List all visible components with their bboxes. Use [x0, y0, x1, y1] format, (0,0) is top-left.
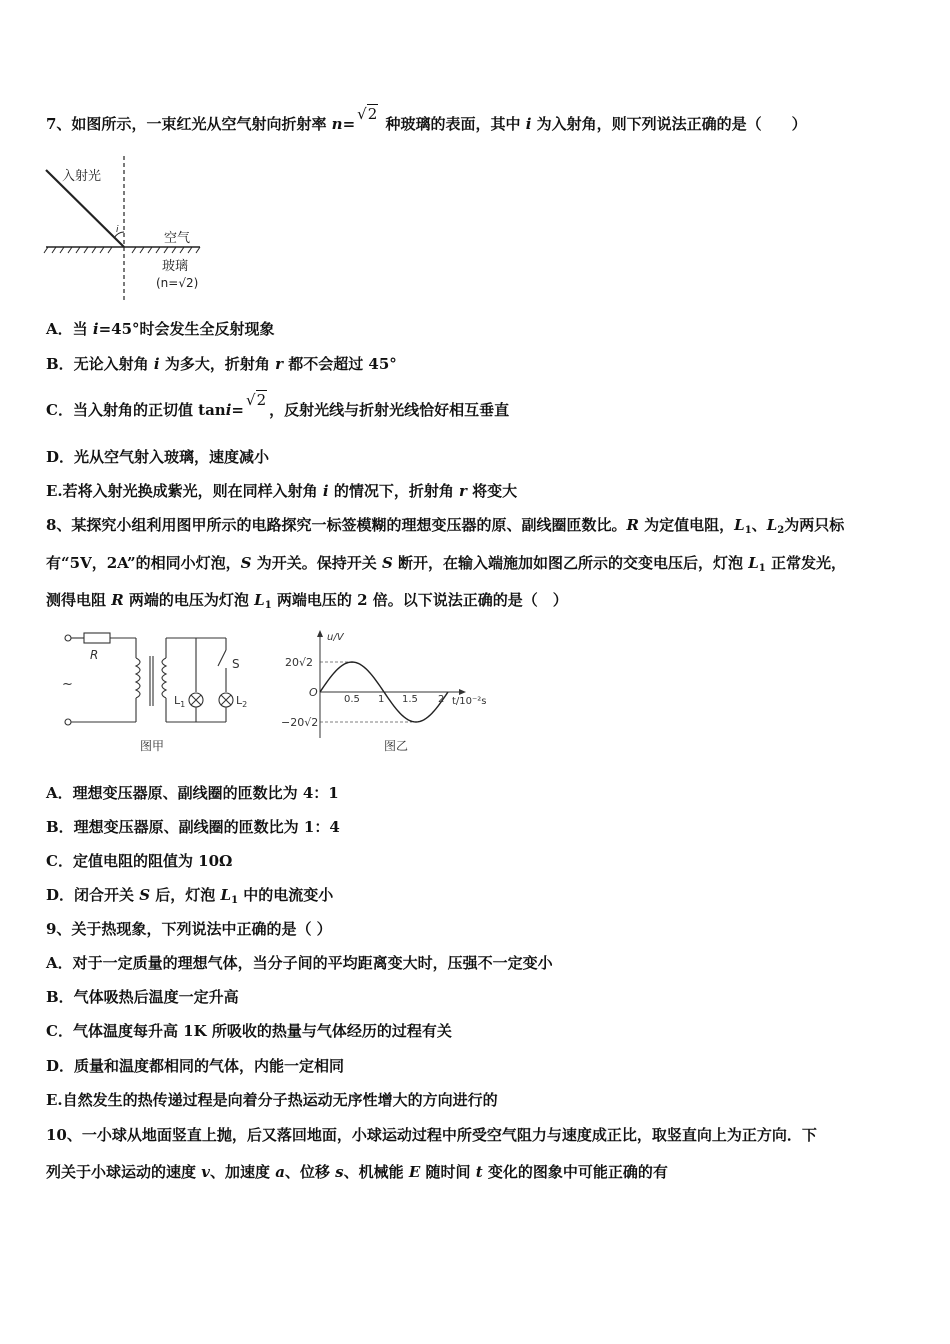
text: 测得电阻	[46, 591, 112, 609]
q7-stem-n: n	[331, 115, 343, 133]
italic-L: L	[254, 591, 265, 609]
subscript: 2	[777, 525, 785, 536]
sqrt-sign: √	[357, 105, 367, 123]
n-label: (n=√2)	[156, 276, 199, 290]
L2-sub: 2	[242, 700, 248, 709]
text: 8、某探究小组利用图甲所示的电路探究一标签模糊的理想变压器的原、副线圈匝数比。	[46, 516, 627, 534]
caption-yi: 图乙	[384, 739, 409, 753]
resistor-R	[84, 633, 110, 643]
switch-S	[218, 650, 226, 666]
q7-stem-i: i	[525, 115, 532, 133]
italic-S: S	[240, 554, 252, 572]
italic-S: S	[381, 554, 393, 572]
q7-stem-text-c: 为入射角，则下列说法正确的是（ ）	[531, 115, 807, 133]
italic-i: i	[322, 482, 329, 500]
x-tick-1: 1	[378, 694, 385, 705]
italic-i: i	[153, 355, 160, 373]
q7-sqrt-num: 2	[367, 105, 378, 123]
ac-source-label: ~	[62, 677, 73, 692]
q8-stem-line3	[46, 590, 568, 616]
q8-option-a: A．理想变压器原、副线圈的匝数比为 4：1	[46, 784, 339, 802]
input-terminal-bottom	[65, 719, 71, 725]
y-axis-arrow	[317, 630, 323, 637]
text: 有“5V，2A”的相同小灯泡，	[46, 554, 241, 572]
italic-i: i	[92, 320, 99, 338]
hatch-marks	[44, 247, 200, 253]
text: 随时间	[420, 1163, 476, 1181]
italic-S: S	[139, 886, 151, 904]
text: E.若将入射光换成紫光，则在同样入射角	[46, 482, 323, 500]
q9-stem: 9、关于热现象，下列说法中正确的是（ ）	[46, 920, 332, 938]
italic-a: a	[275, 1163, 285, 1181]
L2-label	[236, 694, 247, 709]
italic-r: r	[459, 482, 467, 500]
y-axis-label: u/V	[327, 632, 344, 643]
text: 都不会超过 45°	[282, 355, 397, 373]
x-axis-label: t/10⁻²s	[452, 696, 487, 707]
text: 后，灯泡	[150, 886, 221, 904]
italic-R: R	[111, 591, 124, 609]
L1-sub: 1	[180, 700, 186, 709]
text: B．无论入射角	[46, 355, 154, 373]
q7-stem-text-a: 7、如图所示，一束红光从空气射向折射率	[46, 115, 332, 133]
L2-letter: L	[236, 694, 243, 707]
q7-option-c	[46, 391, 510, 420]
subscript: 1	[758, 563, 766, 574]
q9-option-c: C．气体温度每升高 1K 所吸收的热量与气体经历的过程有关	[46, 1022, 452, 1040]
italic-L: L	[766, 516, 778, 534]
italic-s: s	[335, 1163, 344, 1181]
L1-label	[174, 694, 185, 709]
italic-L: L	[734, 516, 745, 534]
subscript: 1	[231, 895, 239, 906]
q7-option-b	[46, 354, 397, 374]
q7-refraction-figure	[40, 150, 240, 305]
caption-jia: 图甲	[140, 739, 165, 753]
air-label: 空气	[164, 231, 191, 246]
secondary-coil	[162, 658, 166, 698]
q7-stem	[46, 105, 807, 134]
italic-t: t	[475, 1163, 483, 1181]
angle-label: i	[116, 225, 119, 235]
x-tick-1.5: 1.5	[402, 694, 418, 705]
text: D．闭合开关	[46, 886, 140, 904]
q8-option-b: B．理想变压器原、副线圈的匝数比为 1：4	[46, 818, 340, 836]
text: 将变大	[466, 482, 518, 500]
q9-option-b: B．气体吸热后温度一定升高	[46, 988, 239, 1006]
text: ，反射光线与折射光线恰好相互垂直	[269, 401, 510, 419]
y-peak-label: 20√2	[285, 656, 314, 669]
text: C．当入射角的正切值 tan	[46, 401, 226, 419]
text: 为开关。保持开关	[251, 554, 382, 572]
text: 为两只标	[784, 516, 845, 534]
q8-voltage-graph	[280, 626, 500, 761]
input-terminal-top	[65, 635, 71, 641]
q7-option-e	[46, 481, 517, 501]
x-tick-0.5: 0.5	[344, 694, 360, 705]
text: 正常发光，	[765, 554, 846, 572]
subscript: 1	[264, 600, 272, 611]
q8-option-c: C．定值电阻的阻值为 10Ω	[46, 852, 233, 870]
text: 两端电压的 2 倍。以下说法正确的是（ ）	[271, 591, 568, 609]
text: 为多大，折射角	[159, 355, 276, 373]
q10-stem-line1: 10、一小球从地面竖直上抛，后又落回地面，小球运动过程中所受空气阻力与速度成正比，取竖直向上为正方向．下	[46, 1126, 817, 1144]
incident-label: 入射光	[62, 169, 102, 184]
L1-letter: L	[174, 694, 181, 707]
text: 为定值电阻，	[638, 516, 735, 534]
text: 变化的图象中可能正确的有	[482, 1163, 668, 1181]
text: =45°时会发生全反射现象	[98, 320, 275, 338]
text: 列关于小球运动的速度	[46, 1163, 202, 1181]
primary-coil	[136, 658, 140, 698]
q7-stem-text-b: 种玻璃的表面，其中	[380, 115, 526, 133]
S-label: S	[232, 657, 240, 671]
q8-stem-line1	[46, 515, 844, 541]
text: A．当	[46, 320, 93, 338]
origin-label: O	[309, 686, 318, 699]
italic-v: v	[201, 1163, 210, 1181]
q7-sqrt	[357, 104, 378, 124]
x-tick-2: 2	[438, 694, 445, 705]
italic-r: r	[275, 355, 283, 373]
text: 、机械能	[343, 1163, 409, 1181]
text: 、	[751, 516, 767, 534]
text: 中的电流变小	[238, 886, 334, 904]
subscript: 1	[744, 525, 752, 536]
q9-option-e: E.自然发生的热传递过程是向着分子热运动无序性增大的方向进行的	[46, 1091, 498, 1109]
y-trough-label: −20√2	[281, 716, 319, 729]
R-label: R	[90, 648, 99, 662]
q7-stem-eq: =	[342, 115, 356, 133]
q8-option-d	[46, 885, 333, 911]
italic-L: L	[748, 554, 759, 572]
sqrt-num: 2	[256, 391, 267, 409]
q9-option-d: D．质量和温度都相同的气体，内能一定相同	[46, 1057, 345, 1075]
italic-L: L	[220, 886, 232, 904]
q8-circuit-figure	[58, 626, 268, 761]
text: =	[231, 401, 244, 419]
q9-option-a: A．对于一定质量的理想气体，当分子间的平均距离变大时，压强不一定变小	[46, 954, 553, 972]
italic-R: R	[626, 516, 639, 534]
italic-i: i	[225, 401, 232, 419]
text: 两端的电压为灯泡	[123, 591, 255, 609]
text: 的情况下，折射角	[328, 482, 460, 500]
x-axis-arrow	[459, 689, 466, 695]
text: 、位移	[284, 1163, 336, 1181]
q7-option-a	[46, 319, 275, 339]
q7-option-d: D．光从空气射入玻璃，速度减小	[46, 448, 270, 466]
q8-stem-line2	[46, 553, 846, 579]
text: 、加速度	[209, 1163, 276, 1181]
glass-label: 玻璃	[162, 259, 189, 274]
q10-stem-line2	[46, 1162, 668, 1182]
text: 断开，在输入端施加如图乙所示的交变电压后，灯泡	[392, 554, 749, 572]
q7-opt-c-sqrt	[246, 390, 267, 410]
italic-E: E	[408, 1163, 421, 1181]
sqrt-sign: √	[246, 391, 256, 409]
